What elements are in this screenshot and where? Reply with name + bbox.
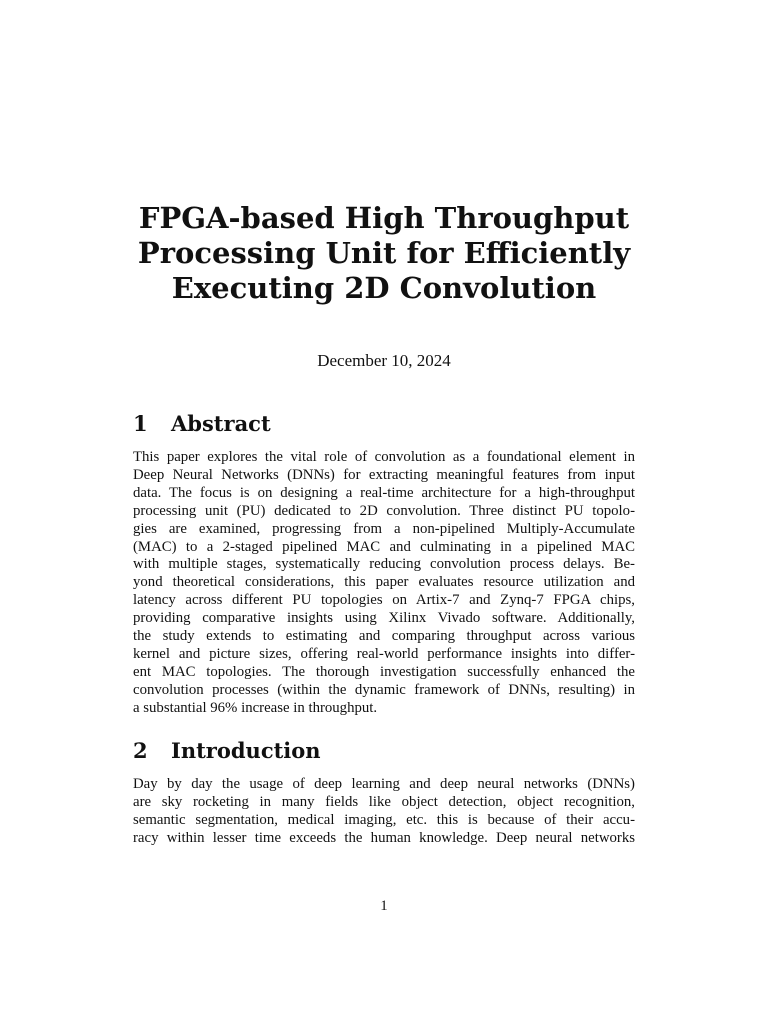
abstract-paragraph: [133, 449, 635, 718]
text-line: racy within lesser time exceeds the human knowledge. Deep neural networks: [133, 829, 635, 846]
paper-title: [80, 201, 688, 306]
section-title: Abstract: [171, 411, 271, 436]
text-line: This paper explores the vital role of convolution as a foundational element in: [133, 449, 635, 465]
page-number: 1: [380, 898, 388, 914]
text-line: ent MAC topologies. The thorough investigation successfully enhanced the: [133, 663, 635, 680]
text-line: data. The focus is on designing a real-time architecture for a high-throughput: [133, 484, 635, 501]
section-heading-abstract: [133, 411, 271, 437]
text-line: a substantial 96% increase in throughput.: [133, 699, 378, 716]
title-line: Processing Unit for Efficiently: [137, 236, 631, 270]
text-line: with multiple stages, systematically reducing convolution process delays. Be-: [133, 556, 635, 573]
text-line: (MAC) to a 2-staged pipelined MAC and culminating in a pipelined MAC: [133, 538, 635, 555]
section-number: 2: [133, 738, 148, 763]
text-line: are sky rocketing in many fields like object detection, object recognition,: [133, 793, 635, 810]
text-line: convolution processes (within the dynamic framework of DNNs, resulting) in: [133, 681, 635, 698]
title-line: Executing 2D Convolution: [171, 271, 597, 305]
text-line: Deep Neural Networks (DNNs) for extracting meaningful features from input: [133, 466, 635, 483]
section-heading-introduction: [133, 738, 321, 764]
title-line: FPGA-based High Throughput: [138, 201, 630, 235]
text-line: providing comparative insights using Xilinx Vivado software. Additionally,: [133, 610, 635, 627]
text-line: processing unit (PU) dedicated to 2D convolution. Three distinct PU topolo-: [133, 502, 635, 519]
paper-date: December 10, 2024: [317, 351, 451, 370]
text-line: semantic segmentation, medical imaging, etc. this is because of their accu-: [133, 811, 635, 828]
text-line: latency across different PU topologies on Artix-7 and Zynq-7 FPGA chips,: [133, 592, 635, 609]
text-line: the study extends to estimating and comparing throughput across various: [133, 628, 635, 645]
introduction-paragraph: [133, 776, 635, 848]
text-line: yond theoretical considerations, this paper evaluates resource utilization and: [133, 574, 635, 591]
text-line: kernel and picture sizes, offering real-world performance insights into differ-: [133, 645, 635, 662]
section-number: 1: [133, 411, 148, 436]
section-title: Introduction: [171, 738, 321, 763]
text-line: gies are examined, progressing from a non-pipelined Multiply-Accumulate: [133, 520, 635, 537]
text-line: Day by day the usage of deep learning and deep neural networks (DNNs): [133, 776, 635, 792]
